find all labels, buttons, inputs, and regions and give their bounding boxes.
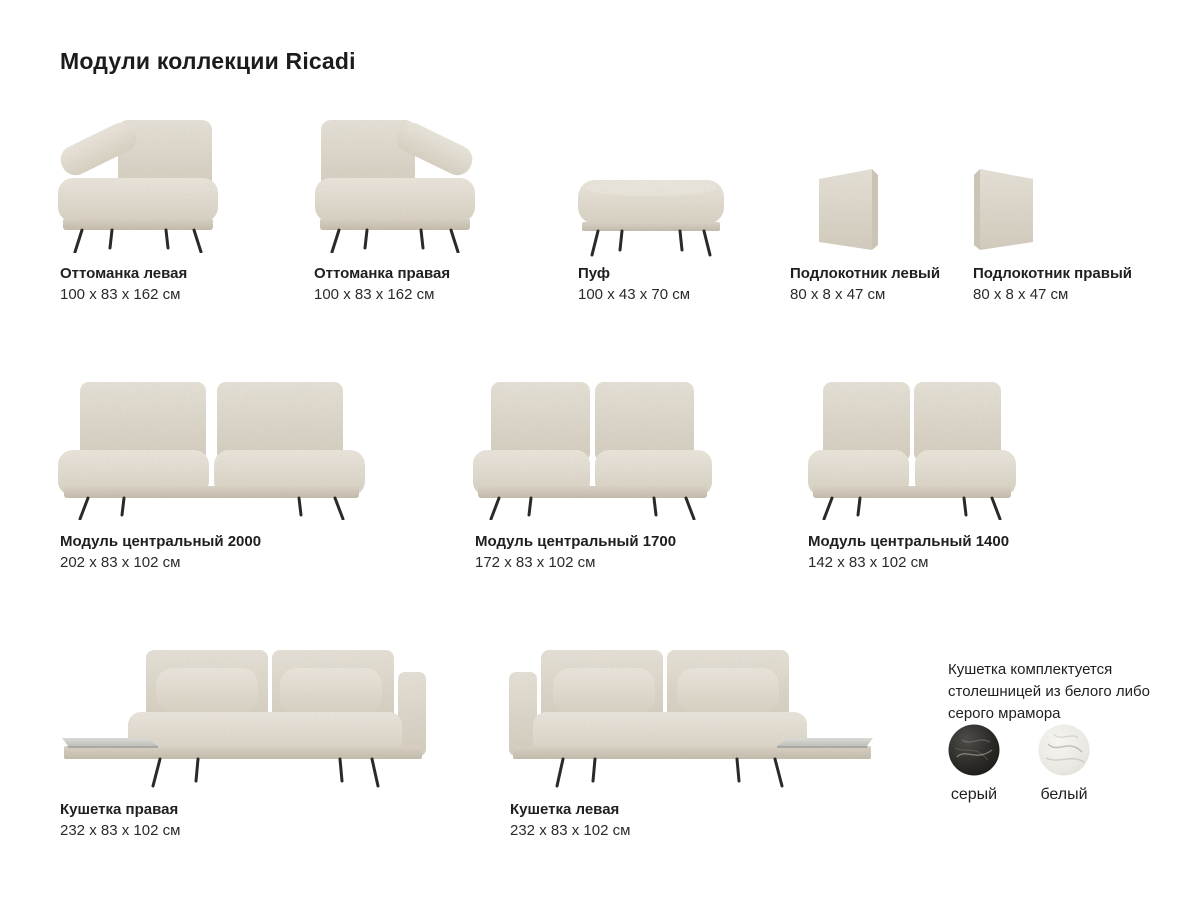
product-card-armrest-right [968, 166, 1040, 261]
product-label-armrest-left [790, 263, 940, 305]
product-card-ottoman-left [58, 118, 218, 258]
swatch-label-gray: серый [950, 786, 998, 803]
product-name: Кушетка правая [60, 801, 179, 818]
product-dimensions: 172 x 83 x 102 см [475, 554, 596, 571]
ottoman-left-image [58, 118, 218, 253]
product-name: Подлокотник левый [790, 265, 941, 282]
product-label-module-2000 [60, 531, 261, 573]
module-1700-legs [491, 498, 694, 519]
marble-swatch-gray [948, 724, 1000, 776]
ottoman-left-legs [75, 230, 201, 252]
product-card-module-1400 [808, 382, 1016, 525]
product-name: Оттоманка левая [60, 265, 188, 282]
white-marble-icon [1038, 724, 1090, 776]
product-name: Кушетка левая [510, 801, 620, 818]
product-card-pouf [578, 178, 724, 263]
daybed-right-image [62, 650, 427, 788]
module-1700-image [473, 382, 712, 520]
product-name: Модуль центральный 1400 [808, 533, 1010, 550]
ottoman-right-image [315, 118, 475, 253]
gray-marble-icon [948, 724, 1000, 776]
module-2000-image [58, 382, 365, 520]
product-dimensions: 80 x 8 x 47 см [790, 286, 886, 303]
marble-tabletop [62, 738, 158, 746]
daybed-marble-note: Кушетка комплектуется столешницей из белого либо серого мрамора [948, 661, 1150, 722]
armrest-right-image [968, 166, 1040, 256]
product-label-pouf [578, 263, 690, 305]
module-2000-legs [80, 498, 343, 519]
product-card-armrest-left [812, 166, 884, 261]
product-name: Модуль центральный 1700 [475, 533, 677, 550]
product-label-module-1700 [475, 531, 676, 573]
product-label-daybed-right [60, 799, 180, 841]
product-card-daybed-right [62, 650, 427, 793]
product-label-ottoman-right [314, 263, 450, 305]
product-card-daybed-left [508, 650, 873, 793]
product-dimensions: 80 x 8 x 47 см [973, 286, 1069, 303]
product-label-daybed-left [510, 799, 630, 841]
product-card-module-2000 [58, 382, 365, 525]
pouf-legs [592, 231, 710, 255]
product-dimensions: 232 x 83 x 102 см [510, 822, 631, 839]
product-name: Оттоманка правая [314, 265, 451, 282]
marble-swatch-white [1038, 724, 1090, 776]
product-dimensions: 232 x 83 x 102 см [60, 822, 181, 839]
product-label-armrest-right [973, 263, 1132, 305]
module-1400-image [808, 382, 1016, 520]
product-card-ottoman-right [315, 118, 475, 258]
daybed-right-legs [153, 759, 378, 786]
product-name: Подлокотник правый [973, 265, 1132, 282]
armrest-left-image [812, 166, 884, 256]
product-dimensions: 100 x 43 x 70 см [578, 286, 691, 303]
product-dimensions: 142 x 83 x 102 см [808, 554, 929, 571]
product-name: Пуф [578, 265, 611, 282]
page-title: Модули коллекции Ricadi [60, 48, 356, 74]
product-card-module-1700 [473, 382, 712, 525]
product-label-ottoman-left [60, 263, 187, 305]
product-dimensions: 100 x 83 x 162 см [314, 286, 435, 303]
product-label-module-1400 [808, 531, 1009, 573]
product-dimensions: 202 x 83 x 102 см [60, 554, 181, 571]
product-dimensions: 100 x 83 x 162 см [60, 286, 181, 303]
module-1400-legs [824, 498, 1000, 519]
swatch-label-white: белый [1040, 786, 1088, 803]
daybed-left-image [508, 650, 873, 788]
product-name: Модуль центральный 2000 [60, 533, 262, 550]
pouf-image [578, 178, 724, 258]
